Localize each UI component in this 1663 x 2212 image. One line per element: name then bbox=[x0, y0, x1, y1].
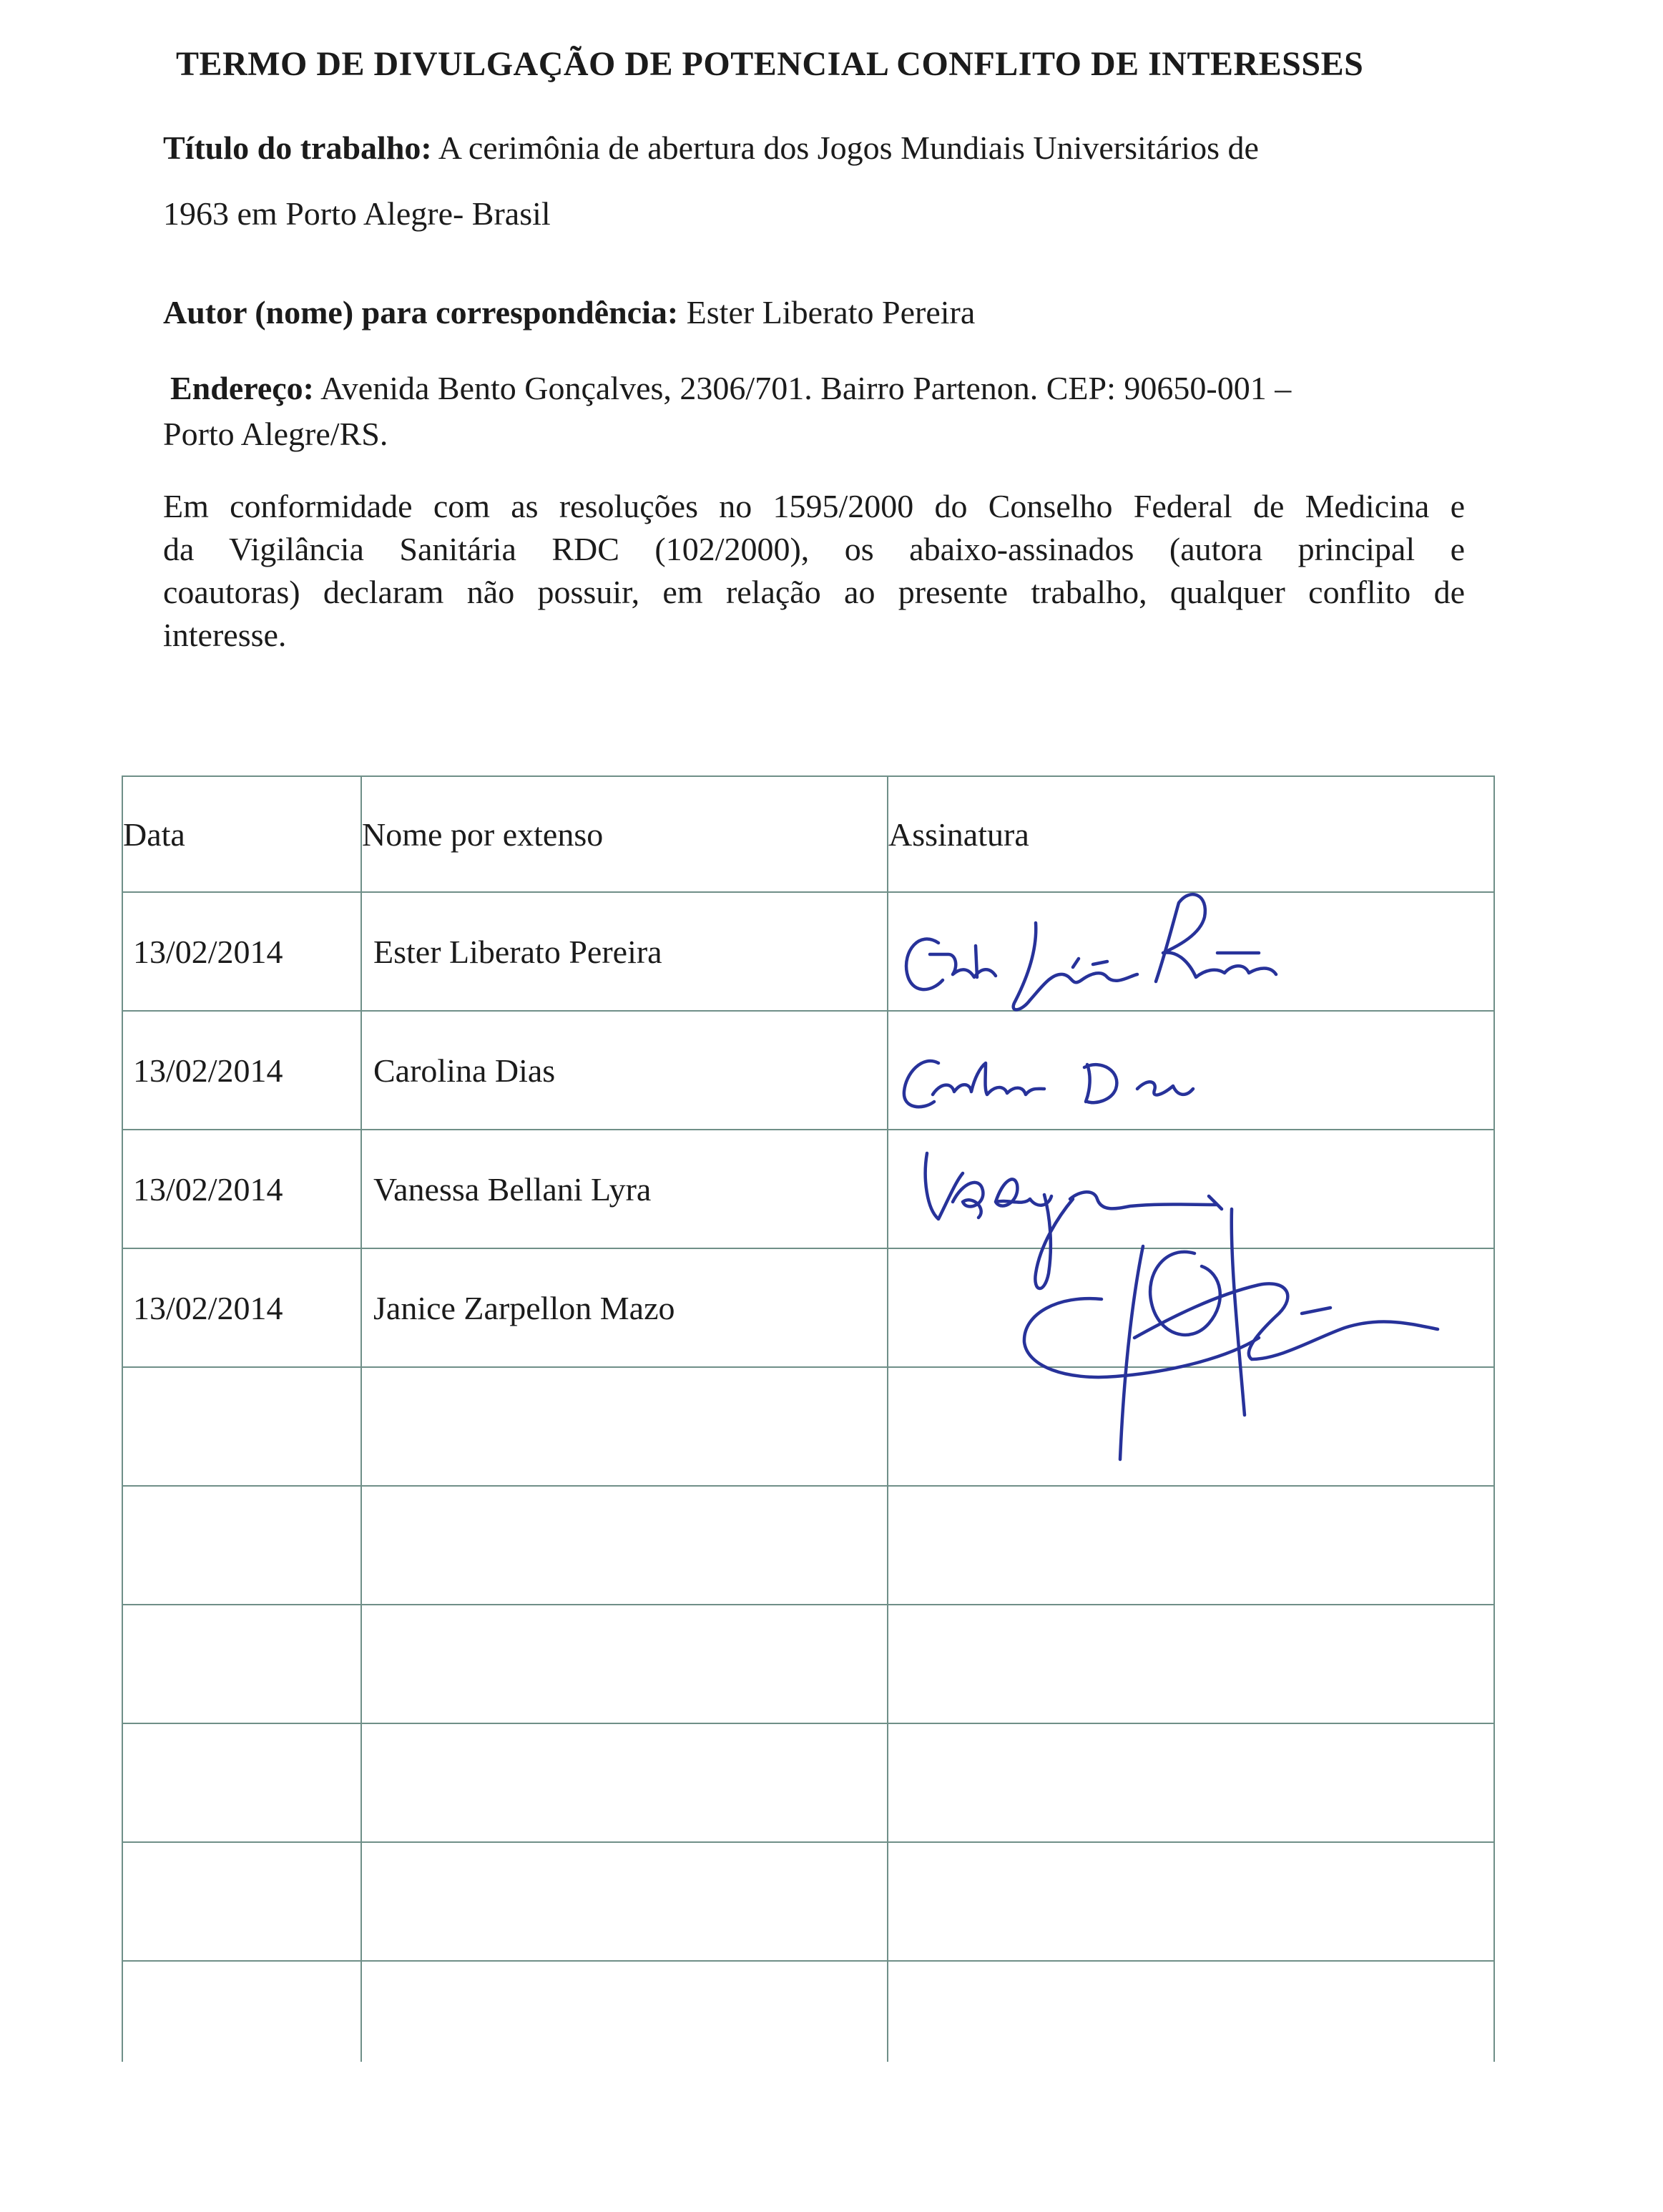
address-line-1 bbox=[170, 368, 1291, 409]
signature-table bbox=[122, 775, 1495, 2062]
empty-cell bbox=[122, 1723, 361, 1842]
empty-cell bbox=[888, 1842, 1494, 1961]
table-row bbox=[122, 892, 1494, 1011]
empty-row bbox=[122, 1367, 1494, 1486]
empty-row bbox=[122, 1605, 1494, 1723]
empty-cell bbox=[361, 1486, 888, 1605]
empty-row bbox=[122, 1486, 1494, 1605]
row-date: 13/02/2014 bbox=[122, 1011, 361, 1130]
header-date: Data bbox=[122, 776, 361, 892]
row-name: Vanessa Bellani Lyra bbox=[361, 1130, 888, 1248]
header-signature: Assinatura bbox=[888, 776, 1494, 892]
empty-cell bbox=[122, 1486, 361, 1605]
empty-row bbox=[122, 1842, 1494, 1961]
empty-cell bbox=[361, 1605, 888, 1723]
work-title-line-1 bbox=[163, 127, 1259, 169]
declaration-line: interesse. bbox=[163, 617, 287, 653]
address-line-2: Porto Alegre/RS. bbox=[163, 416, 388, 452]
work-title-line-2: 1963 em Porto Alegre- Brasil bbox=[163, 195, 551, 232]
document-title: TERMO DE DIVULGAÇÃO DE POTENCIAL CONFLITO DE INTERESSES bbox=[176, 45, 1364, 83]
empty-cell bbox=[888, 1605, 1494, 1723]
empty-cell bbox=[361, 1842, 888, 1961]
empty-cell bbox=[122, 1605, 361, 1723]
table-row bbox=[122, 1130, 1494, 1248]
table-header-row bbox=[122, 776, 1494, 892]
empty-cell bbox=[122, 1842, 361, 1961]
declaration-paragraph bbox=[163, 485, 1465, 657]
work-title-label: Título do trabalho: bbox=[163, 129, 432, 166]
author-line bbox=[163, 292, 975, 333]
declaration-line: Em conformidade com as resoluções no 1595/2000 do Conselho Federal de Medicina e bbox=[163, 488, 1465, 524]
empty-cell bbox=[361, 1723, 888, 1842]
author-value: Ester Liberato Pereira bbox=[678, 294, 976, 331]
row-signature-cell bbox=[888, 892, 1494, 1011]
row-name: Ester Liberato Pereira bbox=[361, 892, 888, 1011]
declaration-line: coautoras) declaram não possuir, em relação ao presente trabalho, qualquer conflito de bbox=[163, 574, 1465, 610]
declaration-line: da Vigilância Sanitária RDC (102/2000), os abaixo-assinados (autora principal e bbox=[163, 531, 1465, 567]
row-signature-cell bbox=[888, 1130, 1494, 1248]
header-name: Nome por extenso bbox=[361, 776, 888, 892]
row-date: 13/02/2014 bbox=[122, 1248, 361, 1367]
empty-row bbox=[122, 1961, 1494, 2062]
row-signature-cell bbox=[888, 1011, 1494, 1130]
address-label: Endereço: bbox=[170, 370, 315, 406]
work-title-value-1: A cerimônia de abertura dos Jogos Mundiais Universitários de bbox=[431, 129, 1259, 166]
row-name: Janice Zarpellon Mazo bbox=[361, 1248, 888, 1367]
row-date: 13/02/2014 bbox=[122, 892, 361, 1011]
table-row bbox=[122, 1248, 1494, 1367]
table-row bbox=[122, 1011, 1494, 1130]
empty-cell bbox=[888, 1961, 1494, 2062]
address-value-1: Avenida Bento Gonçalves, 2306/701. Bairro Partenon. CEP: 90650-001 – bbox=[314, 370, 1292, 406]
empty-cell bbox=[122, 1961, 361, 2062]
empty-cell bbox=[122, 1367, 361, 1486]
empty-row bbox=[122, 1723, 1494, 1842]
empty-cell bbox=[888, 1367, 1494, 1486]
empty-cell bbox=[888, 1723, 1494, 1842]
author-label: Autor (nome) para correspondência: bbox=[163, 294, 679, 331]
empty-cell bbox=[361, 1961, 888, 2062]
row-name: Carolina Dias bbox=[361, 1011, 888, 1130]
empty-cell bbox=[361, 1367, 888, 1486]
row-date: 13/02/2014 bbox=[122, 1130, 361, 1248]
row-signature-cell bbox=[888, 1248, 1494, 1367]
empty-cell bbox=[888, 1486, 1494, 1605]
